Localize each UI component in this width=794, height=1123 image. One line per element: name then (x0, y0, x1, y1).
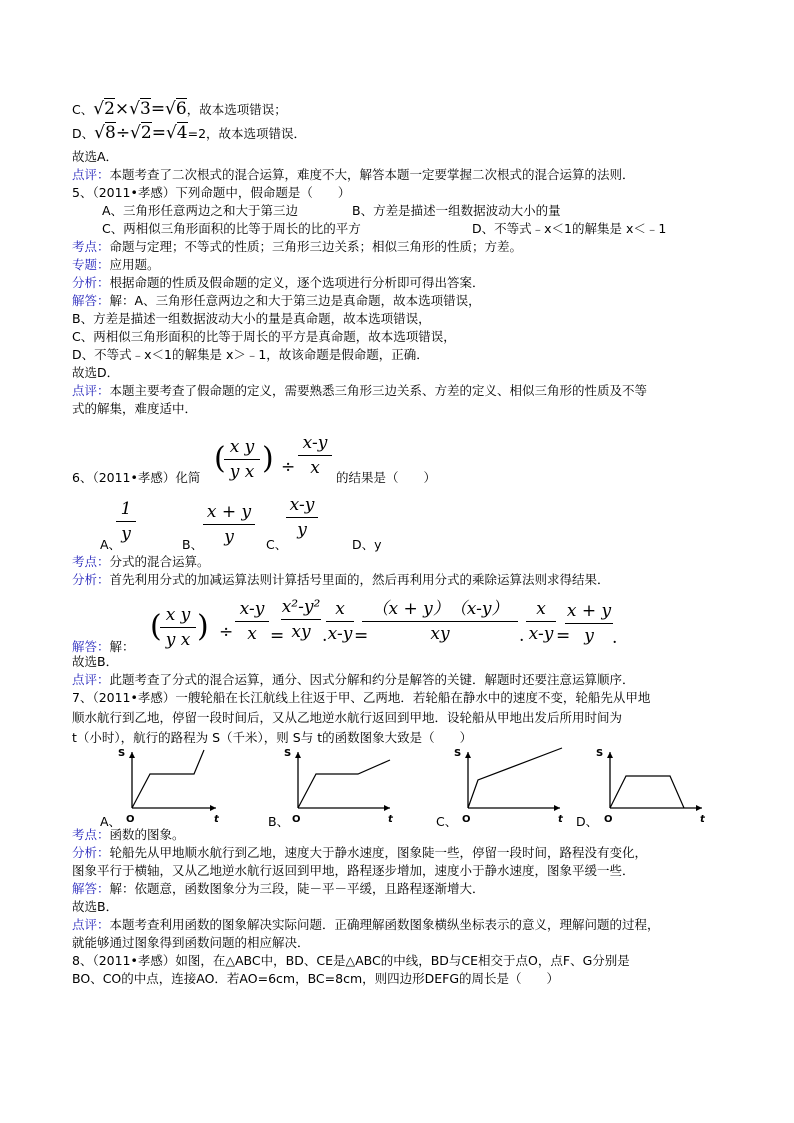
comment-text: 本题考查了二次根式的混合运算，难度不大，解答本题一定要掌握二次根式的混合运算的法则． (109, 167, 635, 182)
divide-sign: ÷ (219, 622, 234, 642)
q5-jieda-line: B、方差是描述一组数据波动大小的量是真命题，故本选项错误， (72, 311, 431, 326)
graph-c-label: C、 (436, 814, 458, 829)
fenxi-label: 分析： (72, 572, 110, 587)
fraction: （x + y） （x-y） xy (362, 598, 518, 645)
axis-t-label: t (214, 814, 219, 825)
kaodian-text: 命题与定理；不等式的性质；三角形三边关系；相似三角形的性质；方差。 (109, 239, 523, 254)
radicand: 8 (104, 123, 116, 143)
q7-jieda (72, 880, 485, 898)
q7-stem: 顺水航行到乙地，停留一段时间后，又从乙地逆水航行返回到甲地．设轮船从甲地出发后所用时间为 (72, 710, 623, 725)
q5-stem: 5、（2011•孝感）下列命题中，假命题是（ ） (72, 185, 351, 200)
fenxi-text: 首先利用分式的加减运算法则计算括号里面的，然后再利用分式的乘除运算法则求得结果． (109, 572, 610, 587)
q6-stem-suffix: 的结果是（ ） (336, 470, 437, 485)
q5-dianping (72, 382, 647, 400)
axis-s-label: S (284, 748, 292, 759)
equals-sign: = (270, 626, 285, 646)
q5-conclusion: 故选D． (72, 365, 120, 380)
jieda-label: 解答： (72, 881, 110, 896)
paren-left: ( (150, 609, 162, 644)
zhuanti-label: 专题： (72, 257, 110, 272)
q8-stem: BO、CO的中点，连接AO．若AO=6cm，BC=8cm，则四边形DEFG的周长是（ ） (72, 971, 560, 986)
q5-dianping-line: 式的解集，难度适中． (72, 401, 198, 416)
jieda-label: 解答： (72, 639, 110, 654)
fraction: x y y x (224, 436, 260, 483)
axis-t-label: t (700, 814, 705, 825)
q7-conclusion: 故选B． (72, 899, 119, 914)
dianping-text: 本题主要考查了假命题的定义，需要熟悉三角形三边关系、方差的定义、相似三角形的性质及不等 (109, 383, 648, 398)
zhuanti-text: 应用题。 (109, 257, 160, 272)
option-a-fraction: 1 y (116, 498, 136, 545)
fraction: x + y y (566, 601, 612, 646)
fenxi-text: 根据命题的性质及假命题的定义，逐个选项进行分析即可得出答案． (109, 275, 485, 290)
paren-left: ( (214, 441, 226, 476)
dot-sign: . (612, 628, 618, 648)
q4-option-d: D、√8÷√2=√4=2，故本选项错误． (72, 123, 307, 143)
q5-option-c: C、两相似三角形面积的比等于周长的比的平方 (102, 221, 361, 236)
comment-label: 点评： (72, 167, 110, 182)
kaodian-label: 考点： (72, 239, 110, 254)
jieda-text: 解：依题意，函数图象分为三段，陡－平－平缓，且路程逐渐增大． (109, 881, 485, 896)
fraction: x²-y² xy (281, 597, 321, 642)
origin-label: O (462, 814, 471, 825)
q5-option-b: B、方差是描述一组数据波动大小的量 (352, 203, 561, 218)
q4-conclusion: 故选A． (72, 149, 119, 164)
fraction: x-y x (298, 432, 332, 479)
radicand: 6 (175, 99, 187, 119)
q7-kaodian (72, 826, 185, 844)
kaodian-label: 考点： (72, 827, 110, 842)
dianping-text: 本题考查利用函数的图象解决实际问题．正确理解函数图象横纵坐标表示的意义，理解问题的过程， (109, 917, 660, 932)
axis-t-label: t (388, 814, 393, 825)
radicand: 2 (140, 123, 152, 143)
dot-sign: . (519, 626, 525, 646)
graph-c (452, 744, 572, 824)
dot-sign: . (322, 626, 328, 646)
option-c-fraction: x-y y (286, 494, 318, 541)
q5-jieda-line: D、不等式﹣x＜1的解集是 x＞﹣1，故该命题是假命题，正确． (72, 347, 429, 362)
dianping-label: 点评： (72, 917, 110, 932)
q6-option-d: D、y (352, 537, 382, 552)
q5-fenxi (72, 274, 485, 292)
paren-right: ) (197, 609, 209, 644)
q8-stem: 8、（2011•孝感）如图，在△ABC中，BD、CE是△ABC的中线，BD与CE相交于点O，点F、G分别是 (72, 953, 630, 968)
q5-option-a: A、三角形任意两边之和大于第三边 (102, 203, 299, 218)
equals-sign: = (354, 626, 369, 646)
q4-option-c: C、√2×√3=√6，故本选项错误； (72, 99, 287, 119)
q7-stem: t（小时），航行的路程为 S（千米），则 S与 t的函数图象大致是（ ） (72, 730, 473, 745)
dianping-label: 点评： (72, 383, 110, 398)
q6-fenxi (72, 571, 610, 589)
dianping-text: 此题考查了分式的混合运算，通分、因式分解和约分是解答的关键．解题时还要注意运算顺序． (109, 672, 635, 687)
option-c-prefix: C、 (72, 102, 94, 117)
axis-s-label: S (596, 748, 604, 759)
fenxi-text: 轮船先从甲地顺水航行到乙地，速度大于静水速度，图象陡一些，停留一段时间，路程没有变化， (109, 845, 648, 860)
q5-kaodian (72, 238, 522, 256)
q5-zhuanti (72, 256, 160, 274)
q4-comment (72, 166, 635, 184)
option-d-suffix: =2，故本选项错误． (187, 126, 307, 141)
graph-b (282, 744, 402, 824)
q5-jieda-line: C、两相似三角形面积的比等于周长的平方是真命题，故本选项错误， (72, 329, 456, 344)
graph-a-label: A、 (100, 814, 122, 829)
q6-dianping (72, 671, 635, 689)
origin-label: O (126, 814, 135, 825)
kaodian-label: 考点： (72, 554, 110, 569)
origin-label: O (604, 814, 613, 825)
q6-stem-prefix: 6、（2011•孝感）化简 (72, 470, 201, 485)
q7-fenxi-line: 图象平行于横轴，又从乙地逆水航行返回到甲地，路程逐步增加，速度小于静水速度，图象平缓一些． (72, 863, 635, 878)
q5-jieda (72, 292, 481, 310)
option-c-suffix: ，故本选项错误； (186, 102, 287, 117)
paren-right: ) (262, 441, 274, 476)
fraction: x y y x (160, 604, 196, 651)
fenxi-label: 分析： (72, 845, 110, 860)
jieda-text: 解： (109, 639, 135, 654)
graph-a (116, 744, 226, 824)
radicand: 4 (176, 123, 188, 143)
q6-kaodian (72, 553, 210, 571)
q5-option-d: D、不等式﹣x＜1的解集是 x＜﹣1 (472, 221, 667, 236)
axis-s-label: S (118, 748, 126, 759)
kaodian-text: 分式的混合运算。 (109, 554, 210, 569)
axis-s-label: S (454, 748, 462, 759)
q6-conclusion: 故选B． (72, 654, 119, 669)
q7-dianping-line: 就能够通过图象得到函数问题的相应解决． (72, 935, 310, 950)
jieda-label: 解答： (72, 293, 110, 308)
q7-stem: 7、（2011•孝感）一艘轮船在长江航线上往返于甲、乙两地．若轮船在静水中的速度不变，轮船先从甲地 (72, 690, 651, 705)
equals-sign: = (556, 626, 571, 646)
q6-option-b: B、 (182, 537, 204, 552)
q7-fenxi (72, 844, 647, 862)
graph-d-label: D、 (576, 814, 599, 829)
origin-label: O (292, 814, 301, 825)
graph-d (594, 744, 714, 824)
divide-sign: ÷ (281, 457, 296, 477)
radicand: 2 (104, 99, 115, 119)
fenxi-label: 分析： (72, 275, 110, 290)
jieda-text: 解：A、三角形任意两边之和大于第三边是真命题，故本选项错误， (109, 293, 481, 308)
radicand: 3 (139, 99, 151, 119)
dianping-label: 点评： (72, 672, 110, 687)
q7-dianping (72, 916, 660, 934)
axis-t-label: t (558, 814, 563, 825)
option-d-prefix: D、 (72, 126, 95, 141)
q6-option-c: C、 (266, 537, 288, 552)
kaodian-text: 函数的图象。 (109, 827, 185, 842)
graph-b-label: B、 (268, 814, 290, 829)
fraction: x x-y (327, 599, 353, 644)
fraction: x-y x (235, 598, 269, 645)
option-b-fraction: x + y y (203, 501, 255, 548)
q6-option-a: A、 (100, 537, 122, 552)
fraction: x x-y (526, 598, 556, 645)
